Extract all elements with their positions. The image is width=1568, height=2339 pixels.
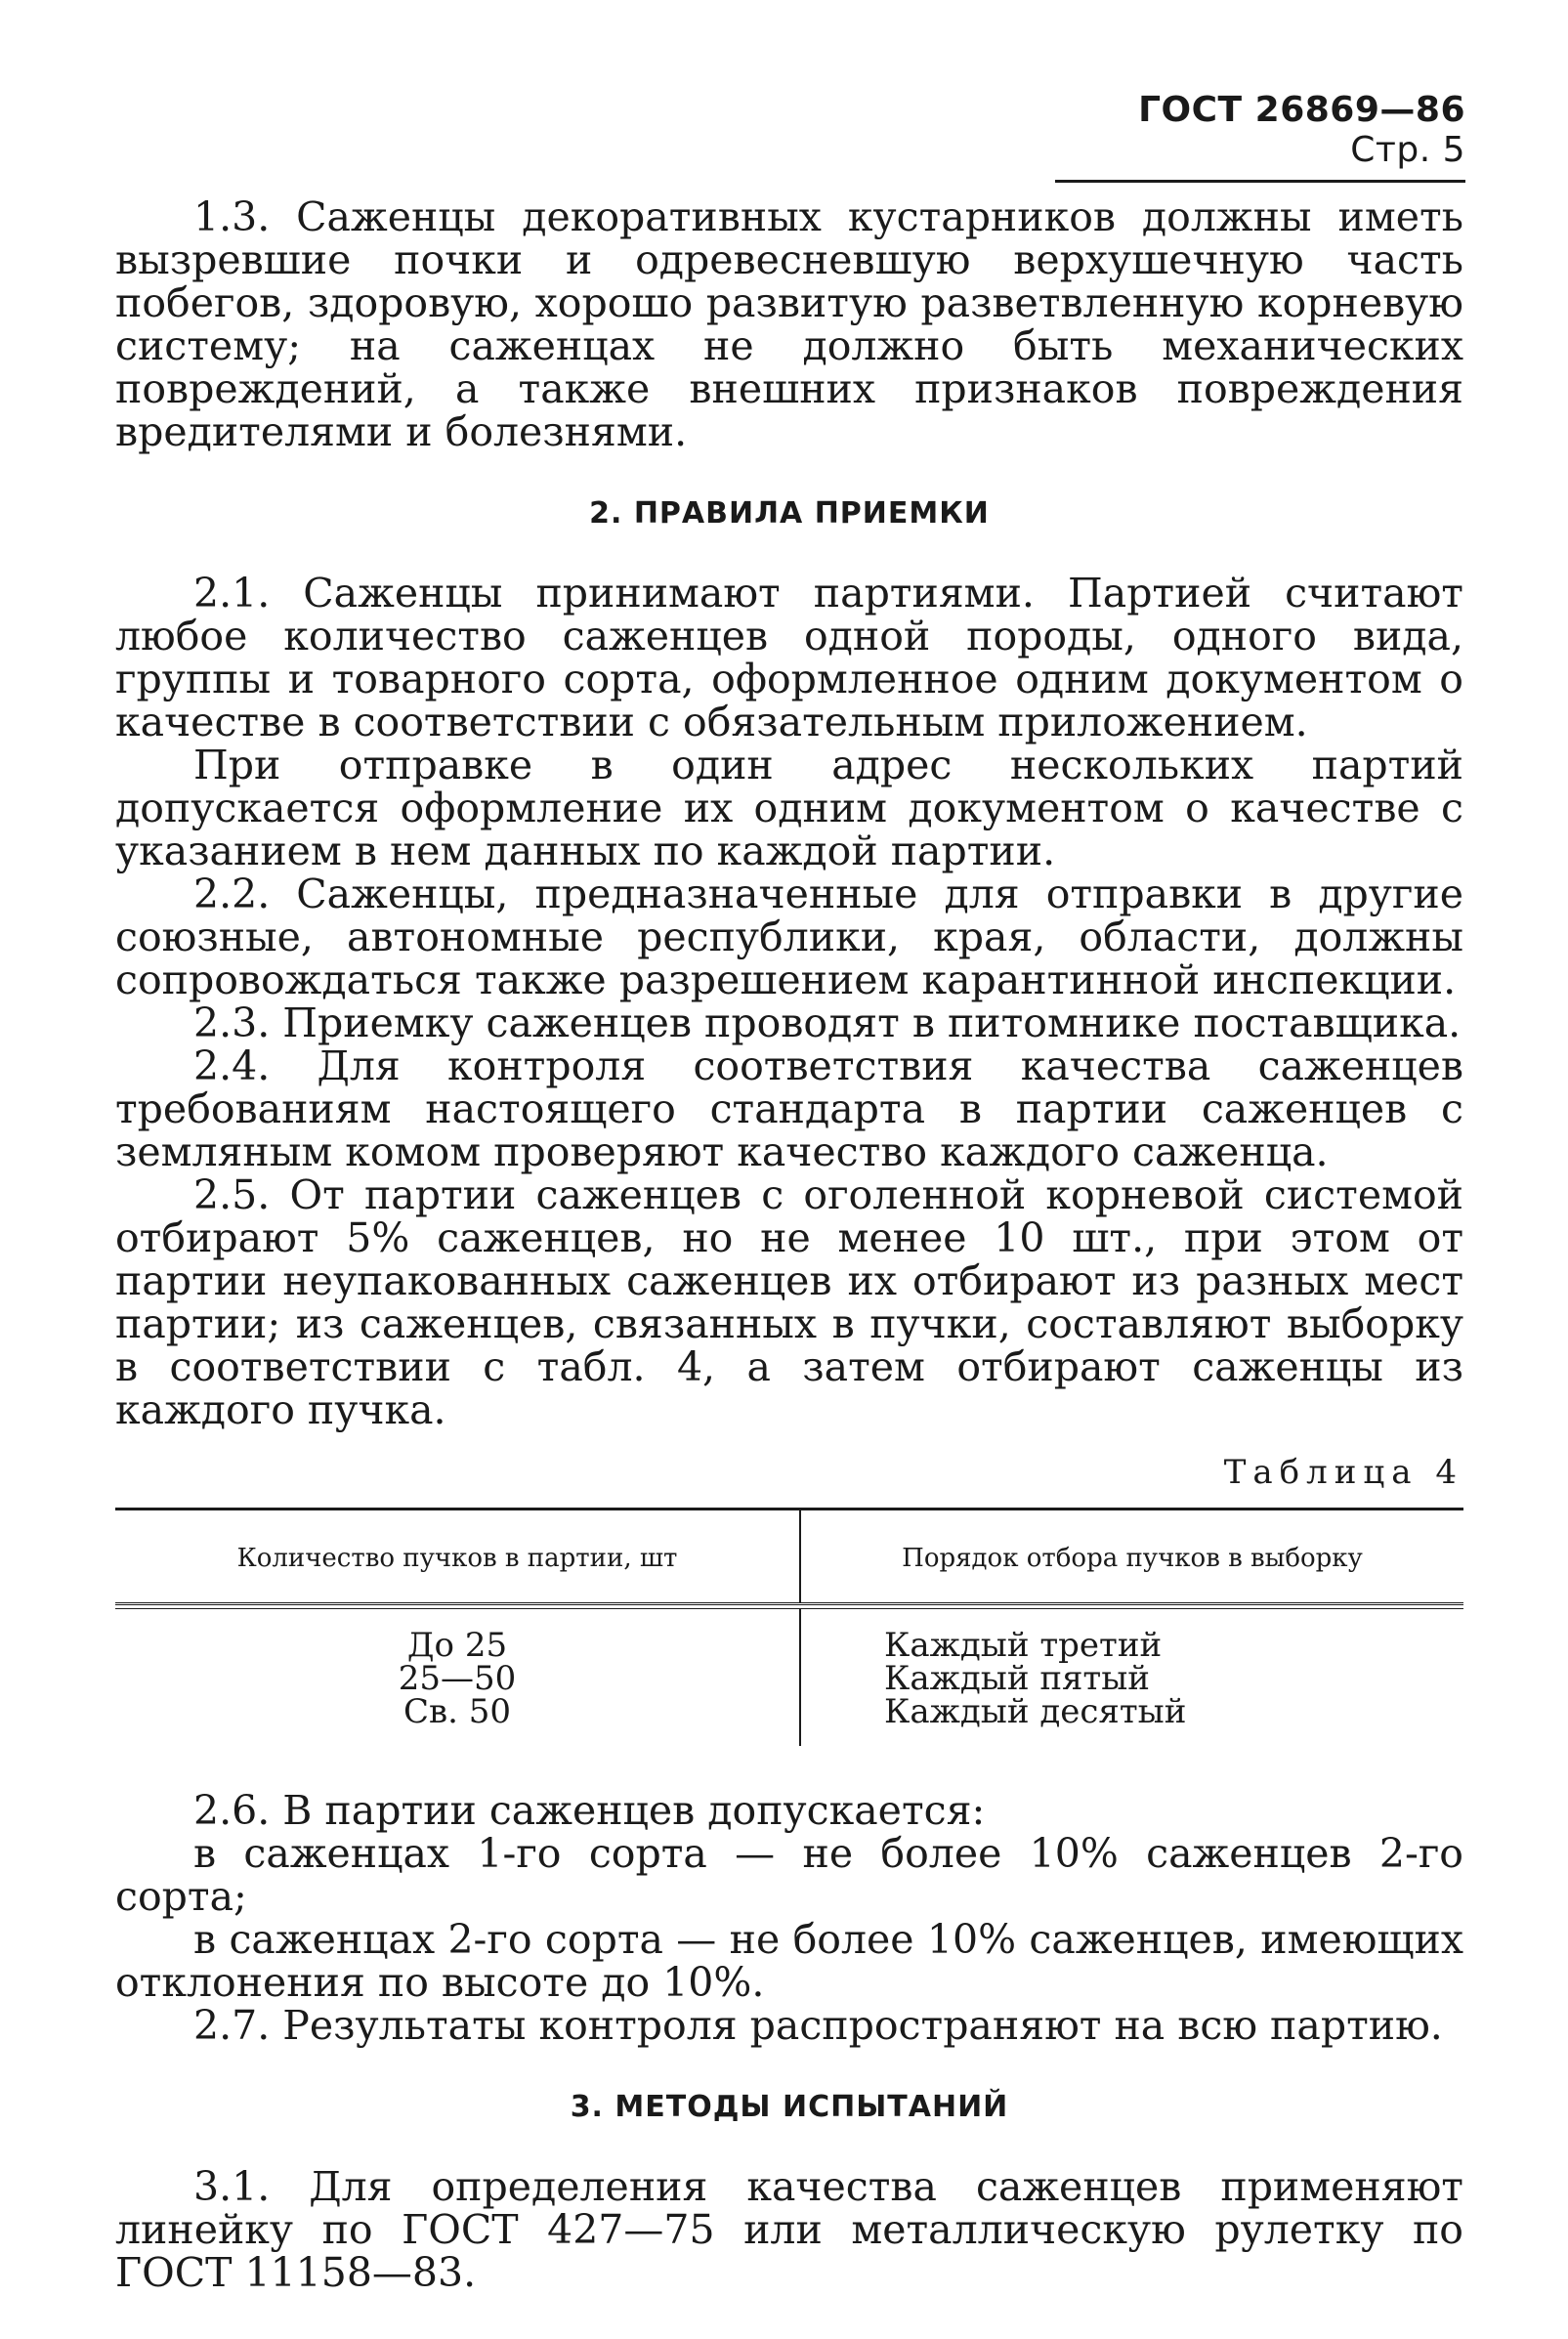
- table-column-order: [801, 1609, 1463, 1746]
- table-cell-order: Каждый пятый: [884, 1659, 1150, 1698]
- paragraph-2-7: 2.7. Результаты контроля распространяют на всю партию.: [193, 2002, 1443, 2049]
- paragraph-2-6-first-grade: в саженцах 1-го сорта — не более 10% саженцев 2-го сорта;: [115, 1830, 1463, 1920]
- table-cell-count: 25—50: [398, 1659, 517, 1698]
- table-cell-order: Каждый третий: [884, 1626, 1163, 1665]
- section-title-test-methods: 3. МЕТОДЫ ИСПЫТАНИЙ: [570, 2090, 1009, 2124]
- table-body: [115, 1609, 1463, 1746]
- table-header-order: Порядок отбора пучков в выборку: [902, 1544, 1363, 1573]
- doc-code: ГОСТ 26869—86: [1138, 90, 1465, 130]
- paragraph-2-6-second-grade: в саженцах 2-го сорта — не более 10% саженцев, имеющих отклонения по высоте до 10%.: [115, 1916, 1463, 2006]
- table-4: [115, 1508, 1463, 1746]
- table-header-count: Количество пучков в партии, шт: [115, 1510, 801, 1602]
- section-title-acceptance-rules: 2. ПРАВИЛА ПРИЕМКИ: [589, 496, 990, 531]
- paragraph-2-4: 2.4. Для контроля соответствия качества саженцев требованиям настоящего стандарта в партии саженцев с земляным комом проверяют качество каждого саженца.: [115, 1042, 1463, 1175]
- page-number: Стр. 5: [1350, 130, 1465, 170]
- table-header-rule: [115, 1602, 1463, 1609]
- table-caption: Таблица 4: [1223, 1453, 1463, 1492]
- paragraph-2-6: 2.6. В партии саженцев допускается:: [193, 1787, 986, 1834]
- table-cell-count: До 25: [406, 1626, 508, 1665]
- paragraph-2-3: 2.3. Приемку саженцев проводят в питомнике поставщика.: [193, 999, 1462, 1046]
- table-cell-count: Св. 50: [403, 1692, 512, 1731]
- paragraph-2-2: 2.2. Саженцы, предназначенные для отправки в другие союзные, автономные республики, края, области, должны сопровождаться также разрешением карантинной инспекции.: [115, 871, 1463, 1003]
- document-body: [115, 195, 1463, 2294]
- table-header-row: [115, 1510, 1463, 1602]
- paragraph-1-3: 1.3. Саженцы декоративных кустарников должны иметь вызревшие почки и одревесневшую верхушечную часть побегов, здоровую, хорошо развитую разветвленную корневую систему; на саженцах не должно быть механических повреждений, а также внешних признаков повреждения вредителями и болезнями.: [115, 193, 1463, 455]
- table-column-count: [115, 1609, 801, 1746]
- paragraph-2-5: 2.5. От партии саженцев с оголенной корневой системой отбирают 5% саженцев, но не менее 10 шт., при этом от партии неупакованных саженцев их отбирают из разных мест партии; из саженцев, связанных в пучки, составляют выборку в соответствии с табл. 4, а затем отбирают саженцы из каждого пучка.: [115, 1171, 1463, 1433]
- table-cell-order: Каждый десятый: [884, 1692, 1187, 1731]
- paragraph-2-1: 2.1. Саженцы принимают партиями. Партией считают любое количество саженцев одной породы, одного вида, группы и товарного сорта, оформленное одним документом о качестве в соответствии с обязательным приложением.: [115, 570, 1463, 745]
- page-header: [1055, 90, 1465, 183]
- paragraph-3-1: 3.1. Для определения качества саженцев применяют линейку по ГОСТ 427—75 или металлическую рулетку по ГОСТ 11158—83.: [115, 2163, 1463, 2296]
- paragraph-2-1-continued: При отправке в один адрес нескольких партий допускается оформление их одним документом о качестве с указанием в нем данных по каждой партии.: [115, 742, 1463, 874]
